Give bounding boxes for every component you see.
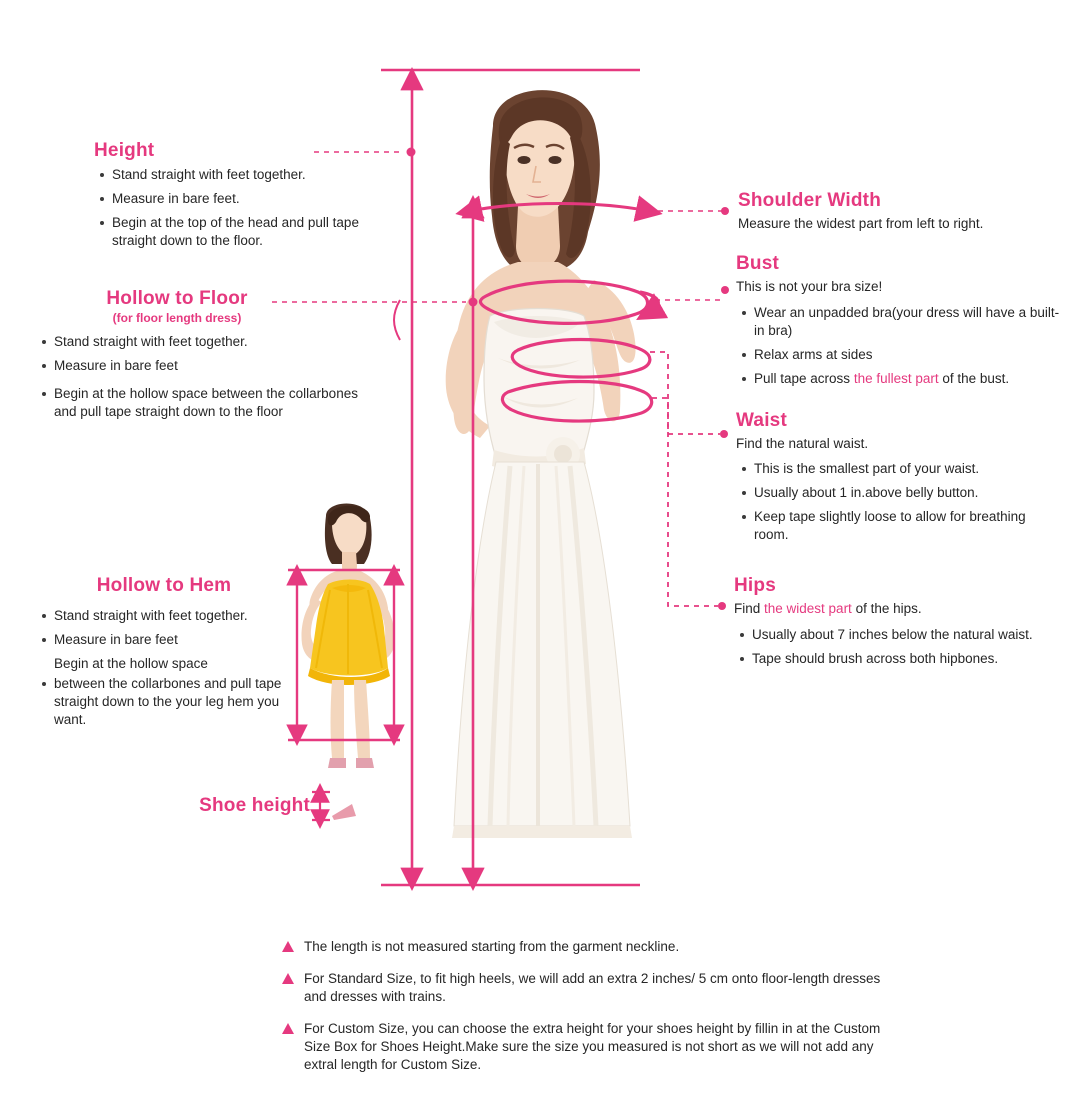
warning-triangle-icon — [282, 1023, 294, 1034]
list-item: Measure in bare feet. — [112, 190, 384, 208]
hollow-to-hem-section — [36, 575, 292, 735]
hips-bullets — [734, 626, 1054, 668]
shoe-height-title: Shoe height — [199, 795, 310, 816]
note-item — [282, 1020, 902, 1074]
hollow-to-floor-section — [36, 288, 366, 427]
list-item: Measure in bare feet — [54, 631, 292, 649]
shoulder-width-title: Shoulder Width — [738, 190, 881, 211]
list-item: Begin at the top of the head and pull tape straight down to the floor. — [112, 214, 384, 250]
main-model-illustration — [398, 66, 688, 896]
list-item — [754, 370, 1061, 388]
bust-section — [736, 253, 1061, 394]
hips-title: Hips — [734, 575, 776, 596]
height-title: Height — [94, 140, 155, 161]
waist-bullets — [736, 460, 1056, 544]
bust-title: Bust — [736, 253, 780, 274]
hollow-to-floor-bullets — [36, 333, 366, 421]
height-bullets — [94, 166, 384, 250]
shoulder-width-section — [738, 190, 1068, 233]
hollow-to-floor-subtitle: (for floor length dress) — [112, 311, 242, 325]
warning-triangle-icon — [282, 973, 294, 984]
bust-bullets — [736, 304, 1061, 388]
list-item: Usually about 1 in.above belly button. — [754, 484, 1056, 502]
hollow-to-hem-bullets — [36, 607, 292, 729]
list-item: between the collarbones and pull tape straight down to the your leg hem you want. — [54, 675, 292, 729]
list-item: Stand straight with feet together. — [54, 333, 366, 351]
list-item: Keep tape slightly loose to allow for breathing room. — [754, 508, 1056, 544]
height-section — [94, 140, 384, 256]
list-item: Relax arms at sides — [754, 346, 1061, 364]
list-item: Tape should brush across both hipbones. — [752, 650, 1054, 668]
list-item: Begin at the hollow space — [54, 656, 208, 671]
footer-notes — [282, 938, 902, 1088]
list-item: This is the smallest part of your waist. — [754, 460, 1056, 478]
note-item — [282, 938, 902, 956]
bust-lead: This is not your bra size! — [736, 279, 883, 294]
highlighted-phrase: the widest part — [764, 601, 852, 616]
warning-triangle-icon — [282, 941, 294, 952]
note-item — [282, 970, 902, 1006]
hollow-to-floor-title: Hollow to Floor — [106, 288, 248, 309]
list-item: Measure in bare feet — [54, 357, 366, 375]
waist-section — [736, 410, 1056, 550]
note-text: The length is not measured starting from the garment neckline. — [304, 939, 680, 954]
shoulder-width-lead: Measure the widest part from left to right. — [738, 216, 984, 231]
waist-title: Waist — [736, 410, 787, 431]
list-item: Stand straight with feet together. — [54, 607, 292, 625]
bust-bullet-3-text: Pull tape across the fullest part of the bust. — [754, 371, 1010, 386]
highlighted-phrase: the fullest part — [853, 371, 939, 386]
shoe-height-section — [160, 795, 310, 817]
note-text: For Custom Size, you can choose the extra height for your shoes height by fillin in at the Custom Size Box for Shoes Height.Make sure the size you measured is not short as we will not add any extral length for Custom Size. — [304, 1021, 881, 1072]
note-text: For Standard Size, to fit high heels, we will add an extra 2 inches/ 5 cm onto floor-length dresses and dresses with trains. — [304, 971, 881, 1004]
waist-lead: Find the natural waist. — [736, 436, 869, 451]
list-item: Begin at the hollow space between the collarbones and pull tape straight down to the floor — [54, 385, 366, 421]
hips-lead: Find the widest part of the hips. — [734, 601, 922, 616]
list-item: Wear an unpadded bra(your dress will have a built-in bra) — [754, 305, 1060, 338]
hips-section — [734, 575, 1054, 674]
list-item: Stand straight with feet together. — [112, 166, 384, 184]
short-dress-model-illustration — [278, 500, 418, 800]
list-item: Usually about 7 inches below the natural waist. — [752, 626, 1054, 644]
hollow-to-hem-title: Hollow to Hem — [96, 575, 232, 596]
